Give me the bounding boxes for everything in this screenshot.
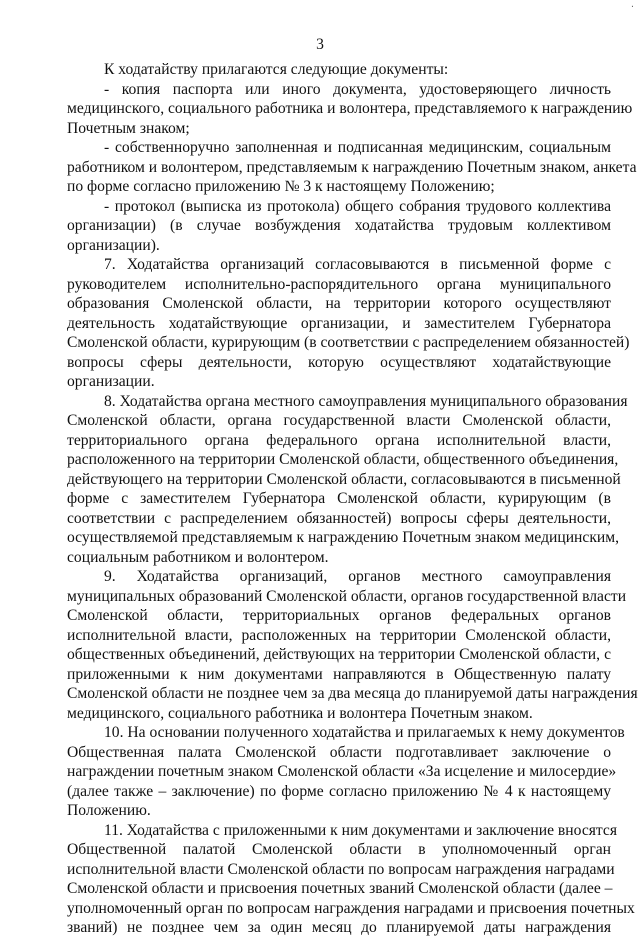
text-line: медицинского, социального работника и волонтера Почетным знаком. xyxy=(67,704,533,722)
text-line: территориального органа федерального органа исполнительной власти, xyxy=(67,431,611,449)
text-line: Смоленской области, органа государственной власти Смоленской области, xyxy=(67,412,611,429)
text-line: - собственноручно заполненная и подписанная медицинским, социальным xyxy=(104,139,611,156)
text-line: приложенными к ним документами направляются в Общественную палату xyxy=(67,665,611,683)
text-line: 7. Ходатайства организаций согласовываются в письменной форме с xyxy=(104,256,611,273)
text-line: исполнительной власти Смоленской области по вопросам награждения наградами xyxy=(67,860,615,878)
text-line: К ходатайству прилагаются следующие документы: xyxy=(104,61,449,78)
text-line: форме с заместителем Губернатора Смоленской области, курирующим (в xyxy=(67,490,611,507)
text-line: соответствии с распределением обязанностей) вопросы сферы деятельности, xyxy=(67,509,611,527)
text-line: Общественная палата Смоленской области подготавливает заключение о xyxy=(67,743,611,761)
text-line: Общественной палатой Смоленской области в уполномоченный орган xyxy=(67,841,611,858)
text-line: по форме согласно приложению № 3 к настоящему Положению; xyxy=(67,178,495,195)
text-line: награждении почетным знаком Смоленской области «За исцеление и милосердие» xyxy=(67,763,617,780)
page-number: 3 xyxy=(316,36,324,53)
text-line: муниципальных образований Смоленской области, органов государственной власти xyxy=(67,587,627,605)
text-line: Смоленской области, курирующим (в соответствии с распределением обязанностей) xyxy=(67,334,630,351)
text-line: общественных объединений, действующих на территории Смоленской области, с xyxy=(67,646,611,663)
text-line: (далее также – заключение) по форме согласно приложению № 4 к настоящему xyxy=(67,782,611,800)
text-line: Смоленской области не позднее чем за два месяца до планируемой даты награждения xyxy=(67,685,638,702)
text-line: работником и волонтером, представляемым к награждению Почетным знаком, анкета xyxy=(67,158,637,176)
text-line: Почетным знаком; xyxy=(67,119,190,137)
text-line: Смоленской области и присвоения почетных званий Смоленской области (далее – xyxy=(67,880,613,897)
text-line: медицинского, социального работника и волонтера, представляемого к награждению xyxy=(67,100,633,117)
text-line: организации) (в случае возбуждения ходатайства трудовым коллективом xyxy=(67,217,611,234)
text-line: званий) не позднее чем за один месяц до планируемой даты награждения xyxy=(67,919,611,936)
text-line: уполномоченный орган по вопросам награждения наградами и присвоения почетных xyxy=(67,899,635,917)
text-line: 9. Ходатайства организаций, органов местного самоуправления xyxy=(104,568,611,585)
corner-mark: · xyxy=(630,2,634,13)
text-line: Смоленской области, территориальных органов федеральных органов xyxy=(67,607,611,624)
text-line: расположенного на территории Смоленской области, общественного объединения, xyxy=(67,451,619,468)
text-line: 8. Ходатайства органа местного самоуправления муниципального образования xyxy=(104,392,628,410)
text-line: образования Смоленской области, на территории которого осуществляют xyxy=(67,295,611,312)
text-line: действующего на территории Смоленской области, согласовываются в письменной xyxy=(67,470,621,488)
text-line: вопросы сферы деятельности, которую осуществляют ходатайствующие xyxy=(67,353,611,371)
text-line: - протокол (выписка из протокола) общего собрания трудового коллектива xyxy=(104,197,611,215)
text-line: осуществляемой представляемым к награждению Почетным знаком медицинским, xyxy=(67,529,620,546)
text-line: 10. На основании полученного ходатайства и прилагаемых к нему документов xyxy=(104,724,625,741)
text-line: - копия паспорта или иного документа, удостоверяющего личность xyxy=(104,80,611,98)
text-line: исполнительной власти, расположенных на территории Смоленской области, xyxy=(67,626,611,644)
text-line: Положению. xyxy=(67,802,151,819)
text-line: организации. xyxy=(67,373,155,390)
text-line: организации). xyxy=(67,236,160,254)
text-line: руководителем исполнительно-распорядительного органа муниципального xyxy=(67,275,611,293)
text-line: 11. Ходатайства с приложенными к ним документами и заключение вносятся xyxy=(104,821,618,839)
text-line: социальным работником и волонтером. xyxy=(67,548,329,566)
text-line: деятельность ходатайствующие организации, и заместителем Губернатора xyxy=(67,314,611,332)
